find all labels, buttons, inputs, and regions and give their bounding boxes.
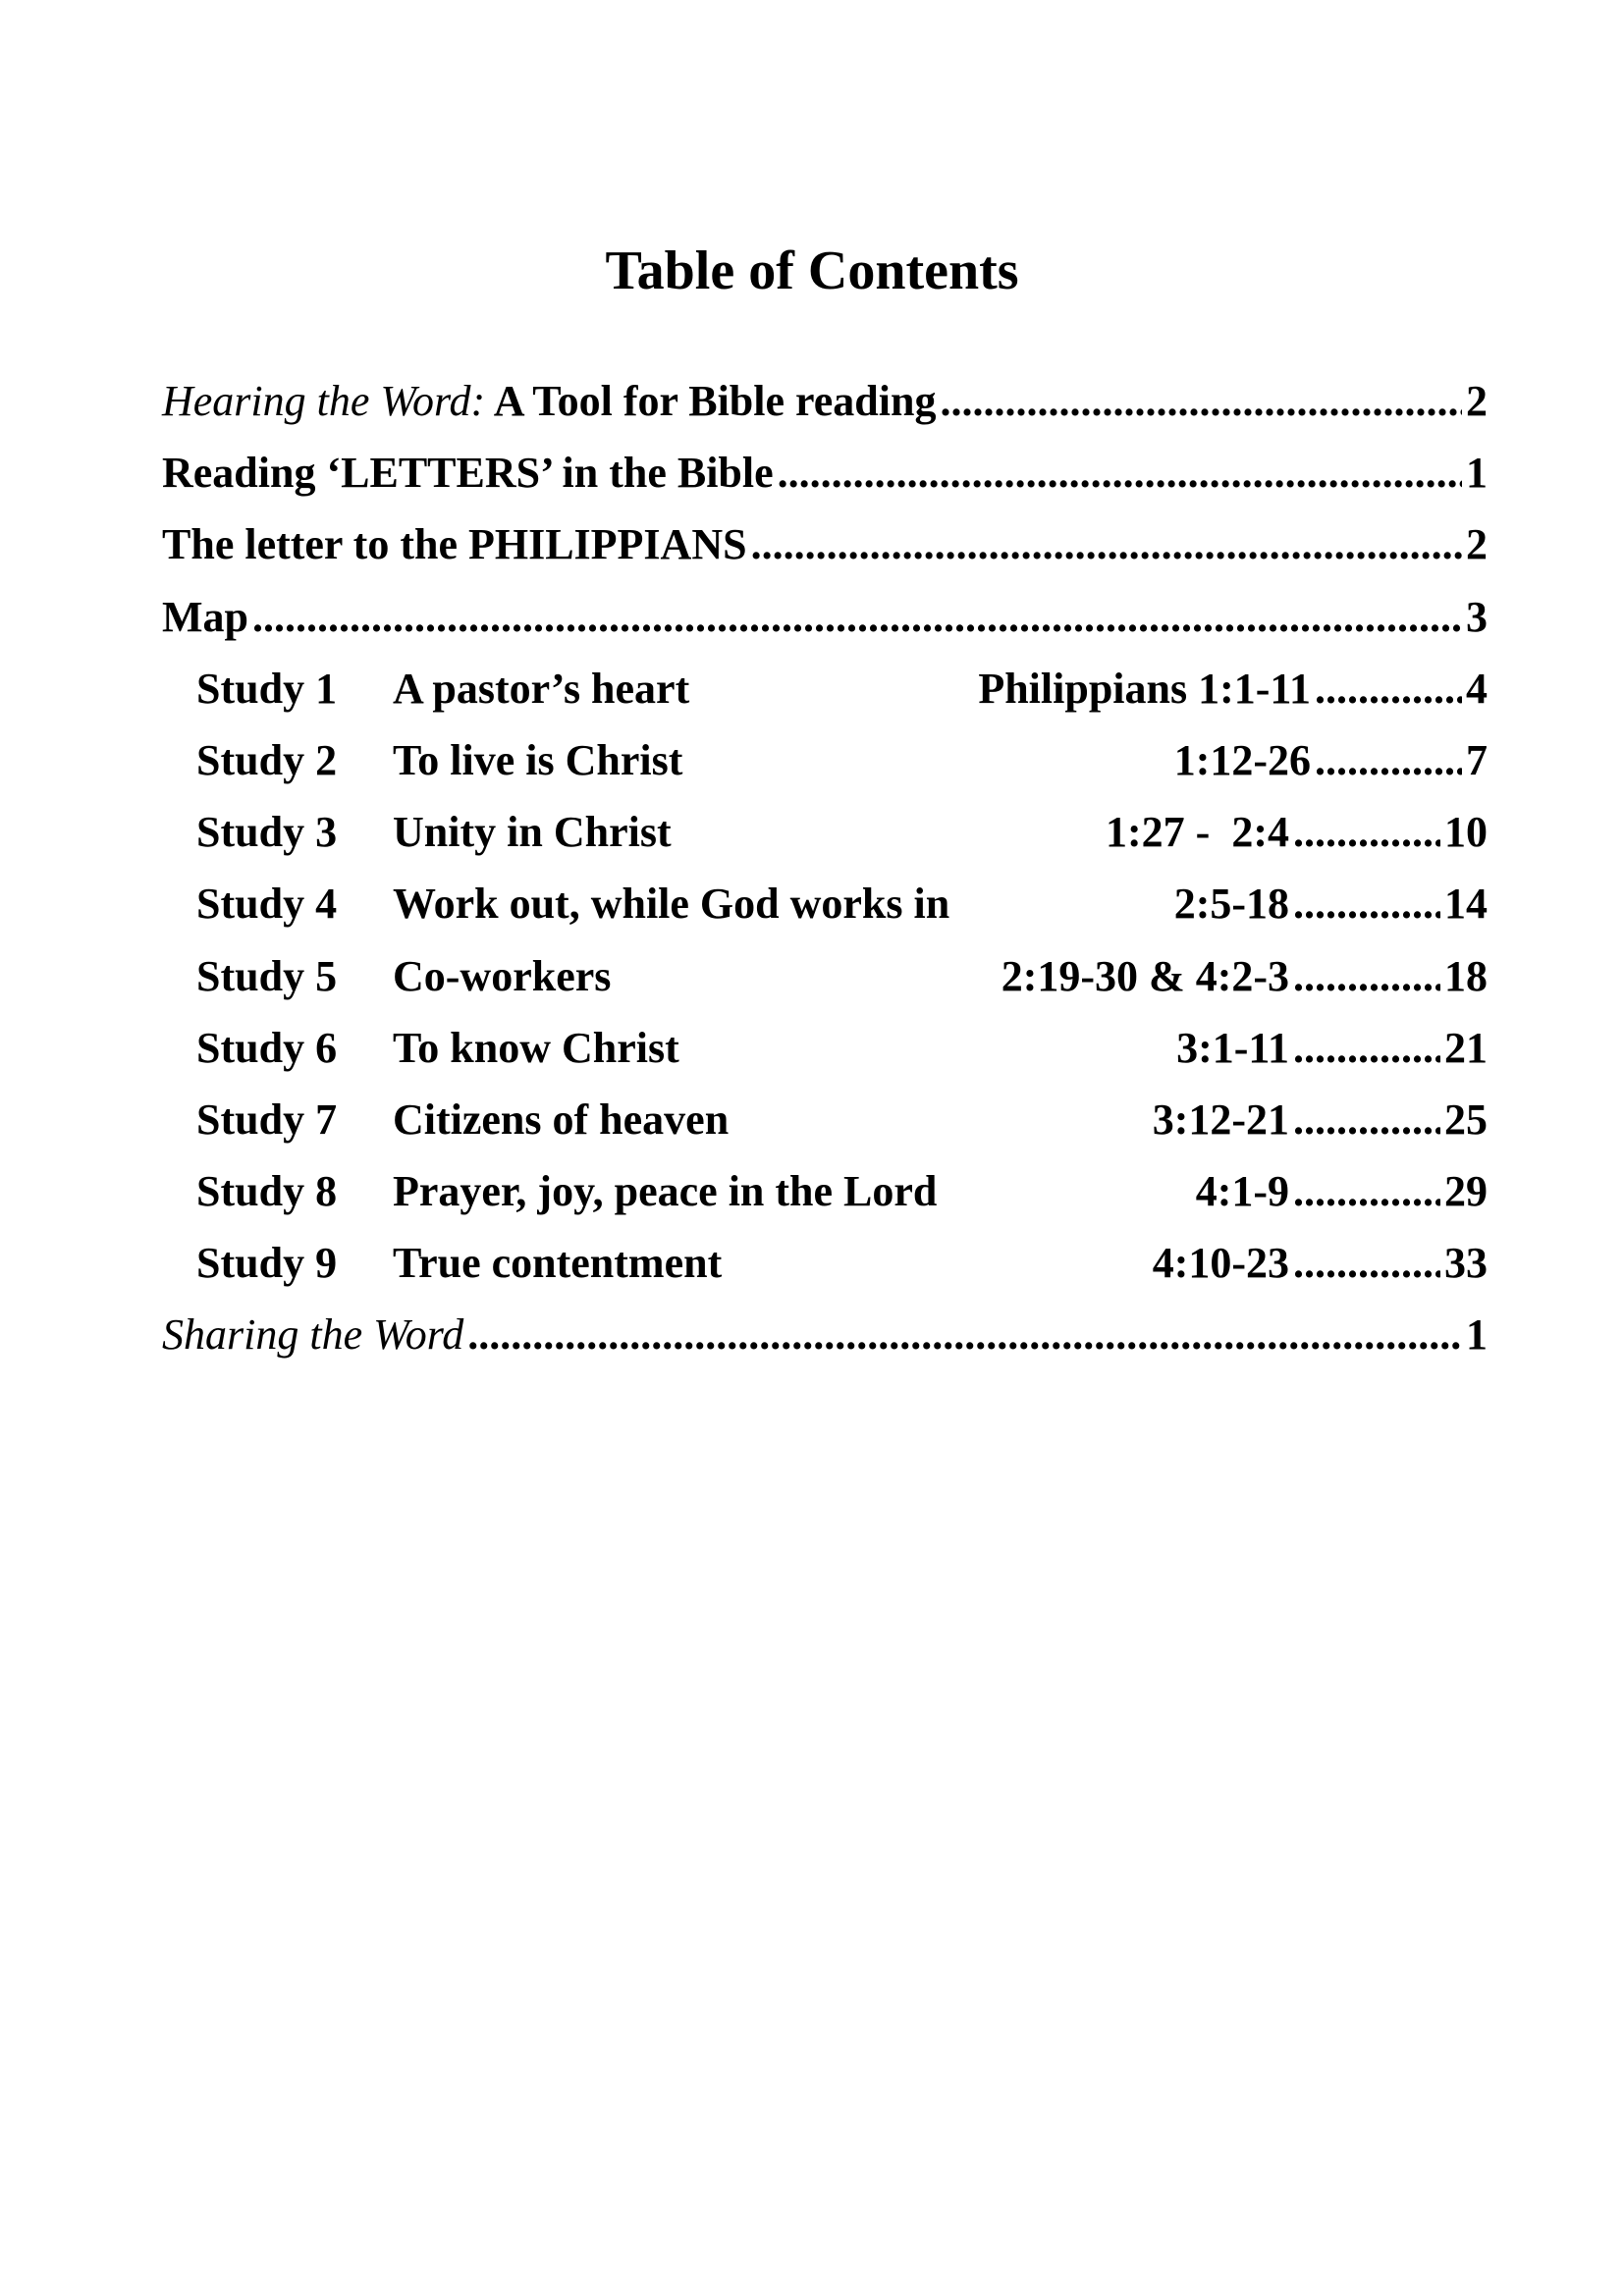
study-number: Study 6 [196, 1023, 338, 1072]
study-reference: 4:10-23 [1152, 1239, 1289, 1288]
toc-entry-page: 1 [1466, 449, 1488, 498]
study-title: Co-workers [393, 951, 612, 1000]
study-reference: 3:12-21 [1152, 1095, 1289, 1144]
study-reference: 1:27 - 2:4 [1106, 808, 1289, 857]
study-number: Study 4 [196, 880, 338, 929]
toc-entry-page: 2 [1466, 520, 1488, 569]
study-number: Study 5 [196, 951, 338, 1000]
dot-leader [1293, 940, 1440, 1012]
toc-entry-page: 3 [1466, 592, 1488, 641]
study-reference: 2:19-30 & 4:2-3 [1001, 951, 1289, 1000]
toc-study-9[interactable] [162, 1227, 1488, 1299]
dot-leader [1293, 796, 1440, 868]
toc-study-5[interactable] [162, 940, 1488, 1012]
dot-leader [252, 581, 1462, 653]
dot-leader [1315, 724, 1462, 796]
study-page: 10 [1444, 808, 1488, 857]
study-title: Citizens of heaven [393, 1095, 730, 1144]
toc-entry-label: Map [162, 592, 248, 641]
toc-study-2[interactable] [162, 724, 1488, 796]
study-number: Study 7 [196, 1095, 338, 1144]
study-page: 33 [1444, 1239, 1488, 1288]
toc-study-3[interactable] [162, 796, 1488, 868]
dot-leader [1293, 1084, 1440, 1155]
study-page: 29 [1444, 1167, 1488, 1216]
toc-study-4[interactable] [162, 868, 1488, 939]
study-reference: 1:12-26 [1173, 735, 1311, 784]
toc-study-1[interactable] [162, 653, 1488, 724]
dot-leader [1293, 1155, 1440, 1227]
toc-entry-page: 1 [1466, 1310, 1488, 1360]
study-title: True contentment [393, 1239, 723, 1288]
dot-leader [1293, 1012, 1440, 1084]
study-page: 4 [1466, 664, 1488, 713]
study-page: 7 [1466, 735, 1488, 784]
toc-entry-italic-label: Sharing the Word [162, 1310, 464, 1360]
study-number: Study 1 [196, 664, 338, 713]
study-page: 21 [1444, 1023, 1488, 1072]
toc-entry-label: The letter to the PHILIPPIANS [162, 520, 747, 569]
toc-study-6[interactable] [162, 1012, 1488, 1084]
study-title: A pastor’s heart [393, 664, 690, 713]
toc-entry-sharing-the-word[interactable] [162, 1299, 1488, 1370]
dot-leader [751, 508, 1462, 580]
study-reference: 2:5-18 [1173, 880, 1289, 929]
toc-entry-italic-label: Hearing the Word: [162, 377, 486, 425]
toc-entry-reading-letters[interactable] [162, 437, 1488, 508]
study-title: Work out, while God works in [393, 880, 950, 929]
study-title: Prayer, joy, peace in the Lord [393, 1167, 938, 1216]
study-title: Unity in Christ [393, 808, 672, 857]
page-title: Table of Contents [605, 240, 1019, 301]
toc-entry-page: 2 [1466, 377, 1488, 425]
dot-leader [467, 1299, 1462, 1370]
toc-entry-map[interactable] [162, 581, 1488, 653]
study-page: 14 [1444, 880, 1488, 929]
study-page: 18 [1444, 951, 1488, 1000]
toc-study-8[interactable] [162, 1155, 1488, 1227]
study-number: Study 9 [196, 1239, 338, 1288]
study-number: Study 8 [196, 1167, 338, 1216]
study-number: Study 3 [196, 808, 338, 857]
toc-study-7[interactable] [162, 1084, 1488, 1155]
dot-leader [1315, 653, 1462, 724]
table-of-contents [162, 365, 1488, 1371]
dot-leader [778, 437, 1462, 508]
dot-leader [940, 365, 1462, 437]
study-reference: 4:1-9 [1195, 1167, 1289, 1216]
study-reference: 3:1-11 [1176, 1023, 1289, 1072]
dot-leader [1293, 868, 1440, 939]
study-reference: Philippians 1:1-11 [978, 664, 1311, 713]
study-number: Study 2 [196, 735, 338, 784]
study-title: To know Christ [393, 1023, 679, 1072]
toc-entry-hearing-the-word[interactable] [162, 365, 1488, 437]
study-page: 25 [1444, 1095, 1488, 1144]
toc-entry-letter-to-philippians[interactable] [162, 508, 1488, 580]
toc-entry-label: Reading ‘LETTERS’ in the Bible [162, 449, 774, 498]
study-title: To live is Christ [393, 735, 683, 784]
dot-leader [1293, 1227, 1440, 1299]
toc-entry-label: A Tool for Bible reading [485, 377, 937, 425]
